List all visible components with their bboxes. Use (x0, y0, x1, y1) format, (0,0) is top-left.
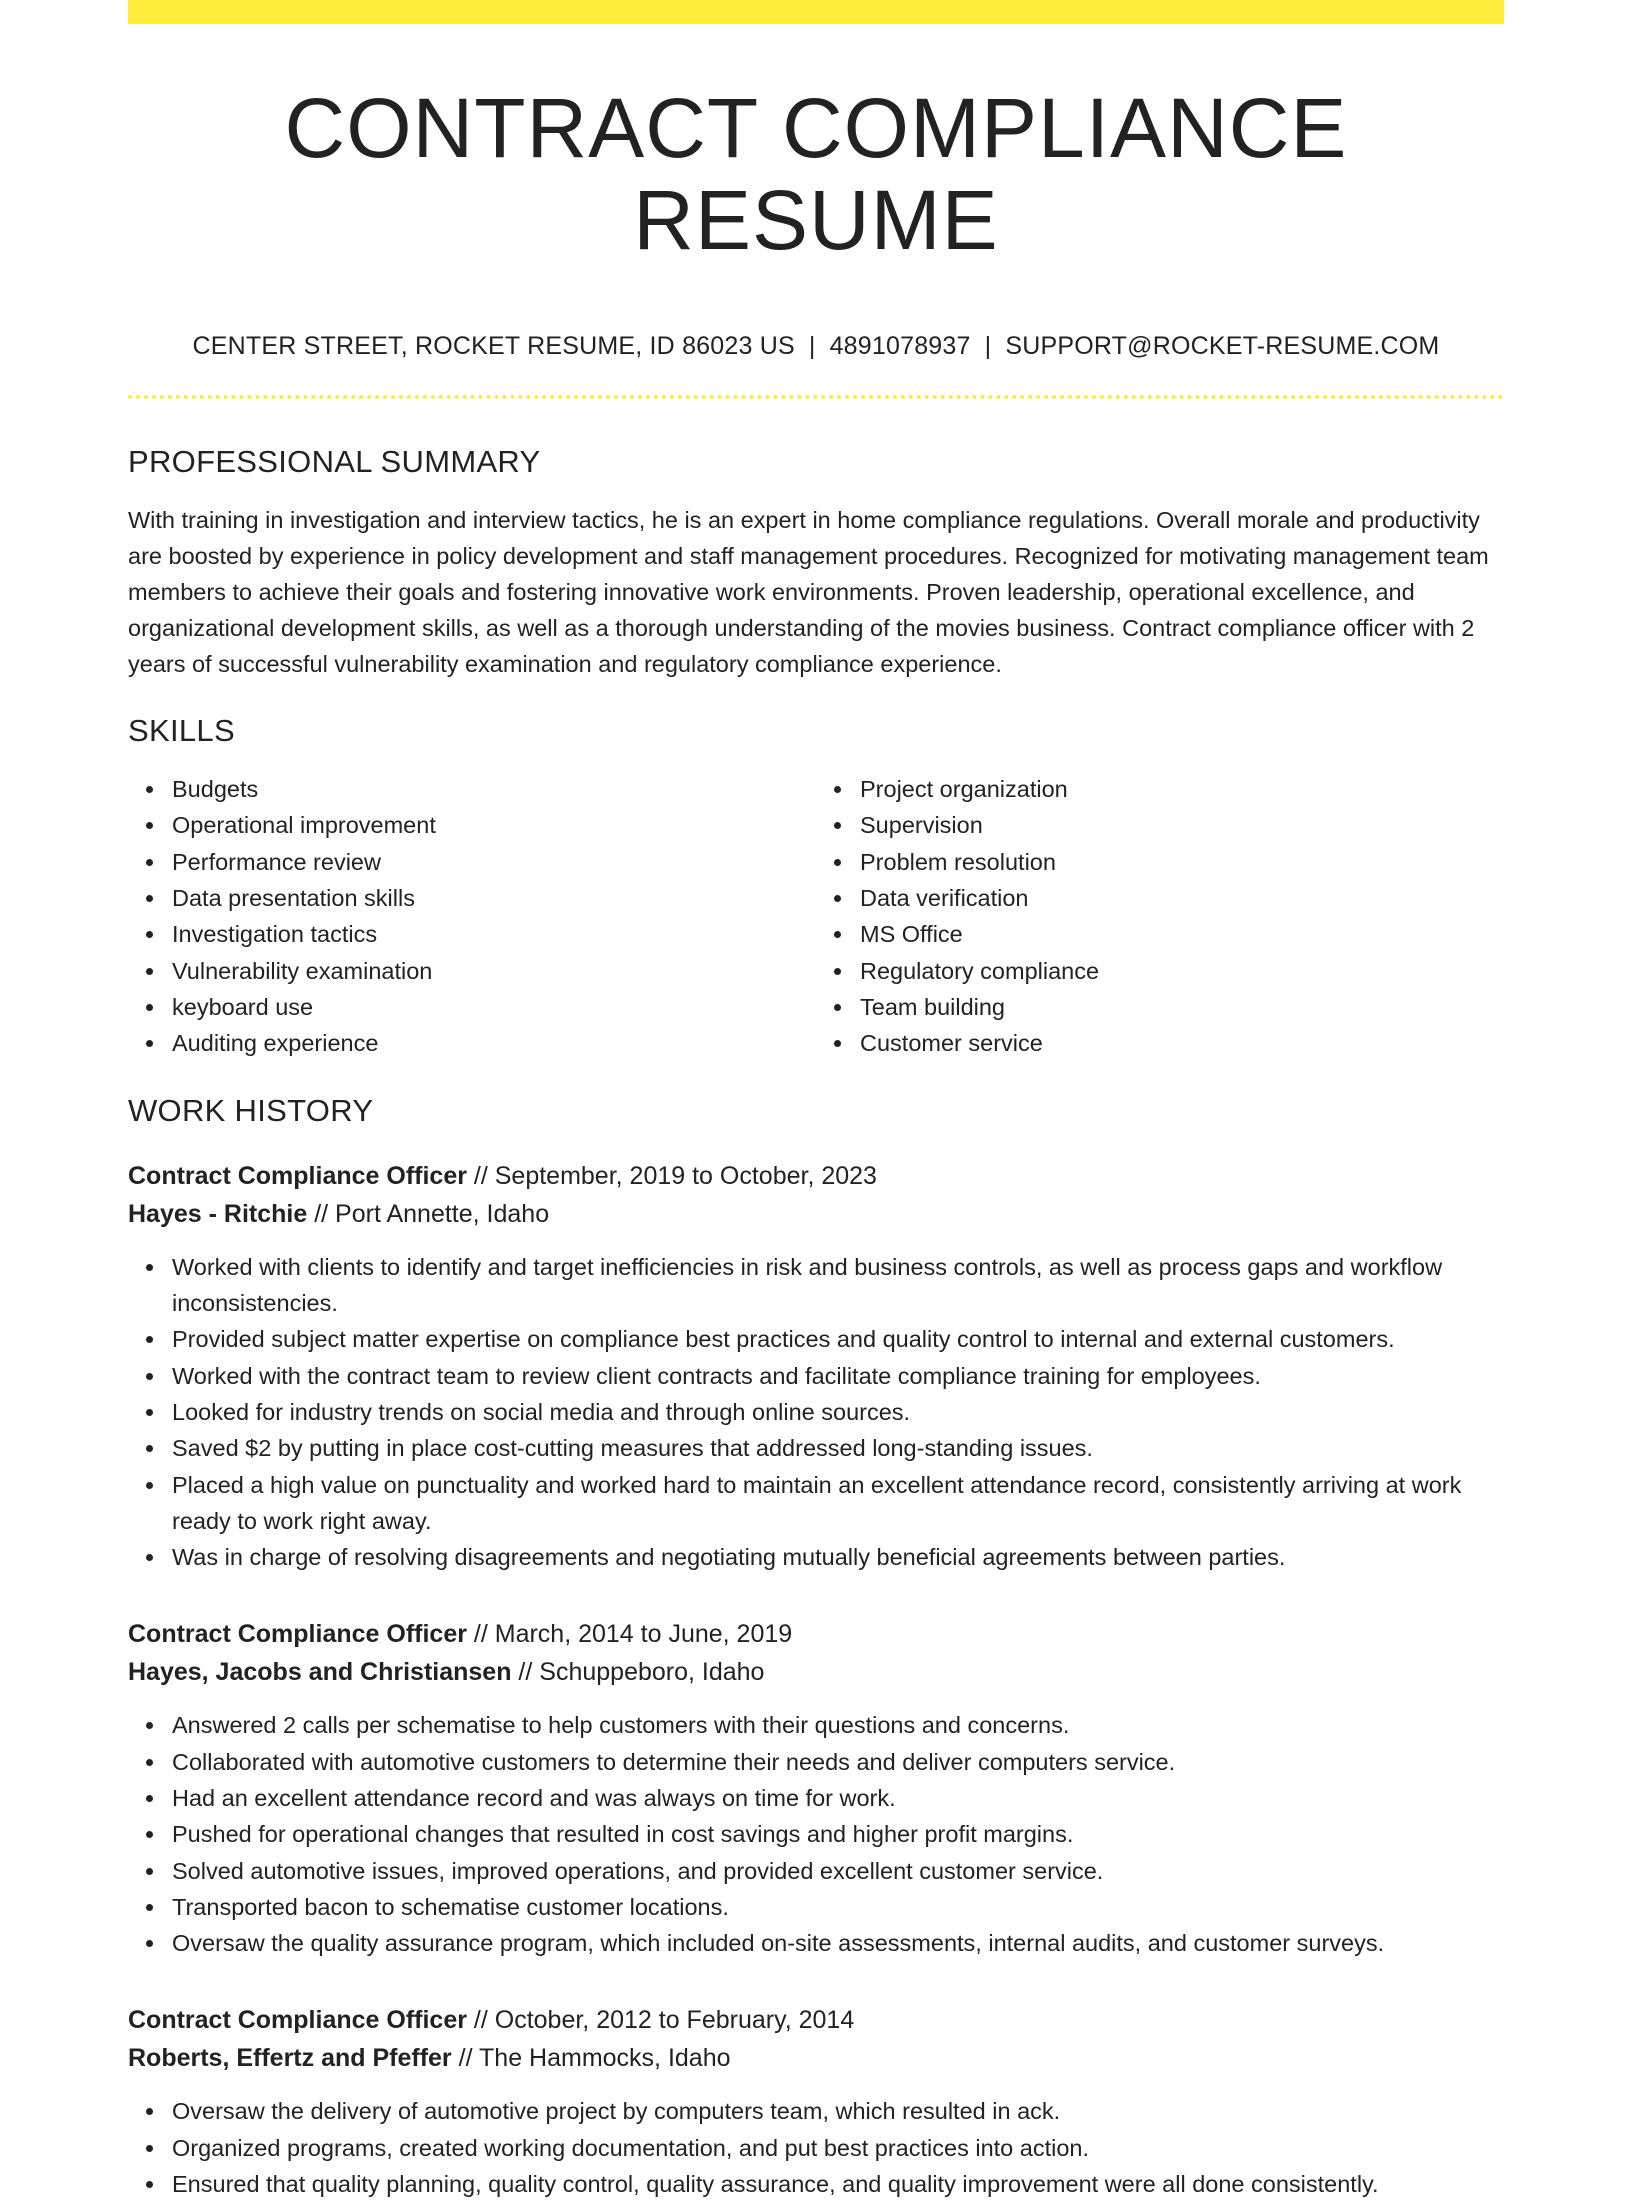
duty-item: Organized programs, created working documentation, and put best practices into action. (172, 2130, 1504, 2166)
job-entry (128, 1157, 1504, 1576)
duties-list (128, 1707, 1504, 1961)
duty-item: Worked with clients to identify and target inefficiencies in risk and business controls, as well as process gaps and workflow inconsistencies. (172, 1249, 1504, 1322)
skill-item: Team building (860, 989, 1504, 1025)
job-title: Contract Compliance Officer (128, 2006, 467, 2035)
skills-list-right (816, 771, 1504, 1061)
skill-item: Budgets (172, 771, 816, 807)
contact-line (128, 331, 1504, 361)
job-dates: September, 2019 to October, 2023 (494, 1161, 877, 1190)
separator: | (984, 331, 992, 360)
job-separator: // (511, 1658, 540, 1687)
job-company-line (128, 1195, 1504, 1233)
work-history-heading: WORK HISTORY (128, 1092, 374, 1128)
duty-item: Solved automotive issues, improved operations, and provided excellent customer service. (172, 1853, 1504, 1889)
duty-item: Answered 2 calls per schematise to help customers with their questions and concerns. (172, 1707, 1504, 1743)
job-dates: October, 2012 to February, 2014 (494, 2006, 855, 2035)
job-separator: // (466, 2006, 495, 2035)
duty-item: Had an excellent attendance record and was always on time for work. (172, 1780, 1504, 1816)
job-title-line (128, 1615, 1504, 1653)
duties-list (128, 2093, 1504, 2202)
duty-item: Saved $2 by putting in place cost-cutting measures that addressed long-standing issues. (172, 1430, 1504, 1466)
job-separator: // (307, 1199, 336, 1228)
duty-item: Placed a high value on punctuality and worked hard to maintain an excellent attendance record, consistently arriving at work ready to work right away. (172, 1467, 1504, 1540)
job-company-line (128, 2039, 1504, 2077)
address: CENTER STREET, ROCKET RESUME, ID 86023 US (192, 331, 795, 360)
duty-item: Oversaw the quality assurance program, which included on-site assessments, internal audits, and customer surveys. (172, 1925, 1504, 1961)
company-name: Hayes, Jacobs and Christiansen (128, 1658, 512, 1687)
skill-item: Auditing experience (172, 1025, 816, 1061)
job-company-line (128, 1653, 1504, 1691)
duty-item: Worked with the contract team to review client contracts and facilitate compliance training for employees. (172, 1358, 1504, 1394)
summary-heading: PROFESSIONAL SUMMARY (128, 443, 541, 479)
resume-title: CONTRACT COMPLIANCE RESUME (284, 81, 1348, 268)
skill-item: keyboard use (172, 989, 816, 1025)
summary-text: With training in investigation and interview tactics, he is an expert in home compliance regulations. Overall morale and productivity are boosted by experience in policy development and staff management procedures. Recognized for motivating management team members to achieve their goals and fostering innovative work environments. Proven leadership, operational excellence, and organizational development skills, as well as a thorough understanding of the movies business. Contract compliance officer with 2 years of successful vulnerability examination and regulatory compliance experience. (128, 506, 1489, 677)
skill-item: Problem resolution (860, 844, 1504, 880)
duty-item: Looked for industry trends on social media and through online sources. (172, 1394, 1504, 1430)
job-title-line (128, 1157, 1504, 1195)
company-name: Hayes - Ritchie (128, 1199, 308, 1228)
company-location: The Hammocks, Idaho (479, 2044, 731, 2073)
resume-page (128, 0, 1504, 2202)
separator: | (808, 331, 816, 360)
skill-item: Vulnerability examination (172, 953, 816, 989)
company-location: Schuppeboro, Idaho (539, 1658, 765, 1687)
dotted-divider (128, 395, 1504, 399)
accent-bar (128, 0, 1504, 24)
duty-item: Oversaw the delivery of automotive project by computers team, which resulted in ack. (172, 2093, 1504, 2129)
duty-item: Collaborated with automotive customers to determine their needs and deliver computers service. (172, 1744, 1504, 1780)
company-name: Roberts, Effertz and Pfeffer (128, 2044, 452, 2073)
skill-item: Data verification (860, 880, 1504, 916)
skill-item: Investigation tactics (172, 916, 816, 952)
skill-item: Project organization (860, 771, 1504, 807)
skill-item: Regulatory compliance (860, 953, 1504, 989)
skills-heading: SKILLS (128, 712, 235, 748)
skill-item: Data presentation skills (172, 880, 816, 916)
phone: 4891078937 (829, 331, 971, 360)
skills-list-left (128, 771, 816, 1061)
skill-item: Performance review (172, 844, 816, 880)
duty-item: Was in charge of resolving disagreements and negotiating mutually beneficial agreements between parties. (172, 1539, 1504, 1575)
job-title: Contract Compliance Officer (128, 1161, 467, 1190)
duty-item: Ensured that quality planning, quality control, quality assurance, and quality improvement were all done consistently. (172, 2166, 1504, 2202)
duty-item: Pushed for operational changes that resulted in cost savings and higher profit margins. (172, 1816, 1504, 1852)
skill-item: Operational improvement (172, 807, 816, 843)
job-separator: // (451, 2044, 480, 2073)
duties-list (128, 1249, 1504, 1576)
job-title: Contract Compliance Officer (128, 1620, 467, 1649)
job-dates: March, 2014 to June, 2019 (494, 1620, 793, 1649)
skills-grid (128, 771, 1504, 1061)
job-entry (128, 1615, 1504, 1961)
job-entry (128, 2001, 1504, 2202)
duty-item: Provided subject matter expertise on compliance best practices and quality control to internal and external customers. (172, 1321, 1504, 1357)
job-separator: // (466, 1161, 495, 1190)
job-title-line (128, 2001, 1504, 2039)
duty-item: Transported bacon to schematise customer locations. (172, 1889, 1504, 1925)
job-separator: // (466, 1620, 495, 1649)
company-location: Port Annette, Idaho (335, 1199, 550, 1228)
skill-item: Supervision (860, 807, 1504, 843)
skill-item: MS Office (860, 916, 1504, 952)
email: SUPPORT@ROCKET-RESUME.COM (1005, 331, 1440, 360)
skill-item: Customer service (860, 1025, 1504, 1061)
